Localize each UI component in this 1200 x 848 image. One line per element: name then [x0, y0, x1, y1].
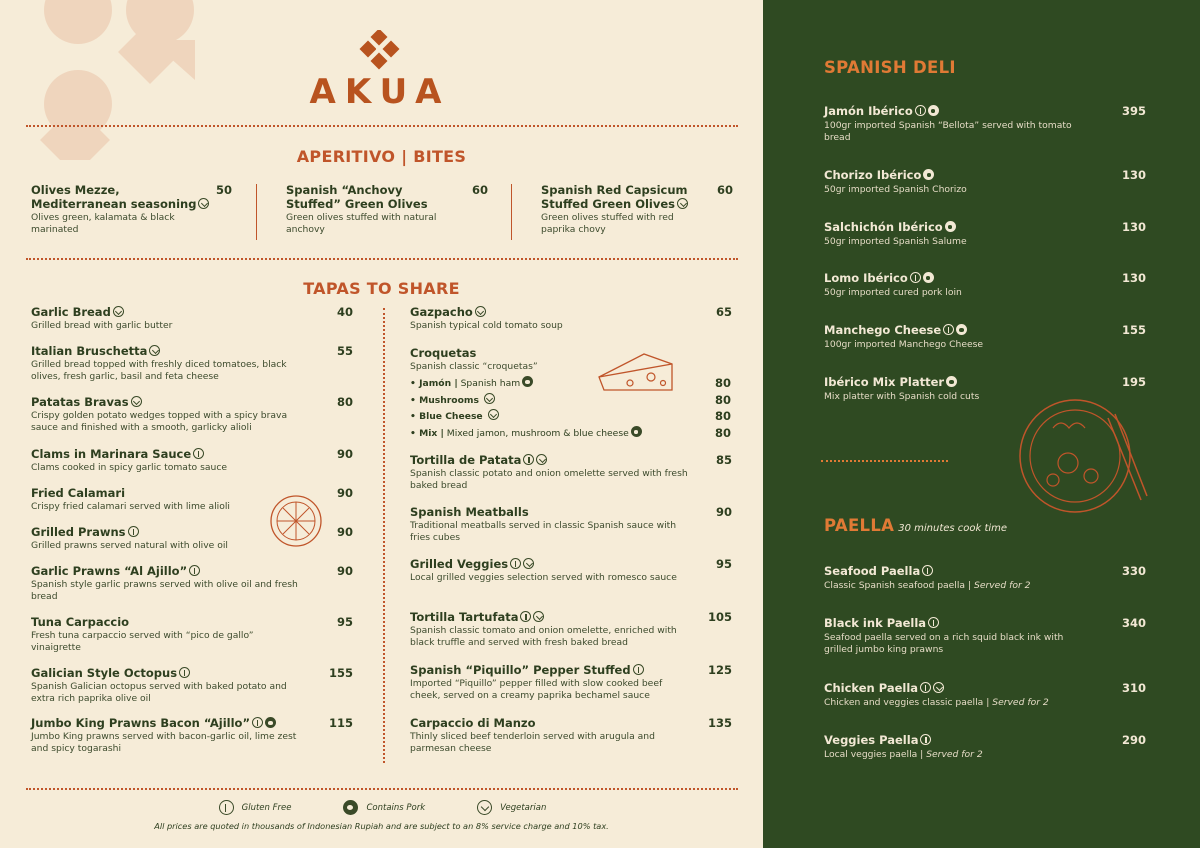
item-description [824, 632, 1094, 656]
item-description [824, 580, 1094, 592]
item-name: Spanish “Anchovy Stuffed” Green Olives [286, 183, 428, 211]
menu-item [824, 104, 1146, 144]
item-description-text: Spanish style garlic prawns served with olive oil and fresh bread [31, 579, 298, 602]
item-name: Patatas Bravas [31, 395, 129, 409]
item-description [31, 501, 301, 513]
menu-item [824, 271, 1146, 299]
gluten-free-icon [189, 565, 200, 576]
pork-icon [343, 800, 358, 815]
gluten-free-icon [920, 682, 931, 693]
item-price: 65 [715, 305, 732, 319]
section-title-tapas: TAPAS TO SHARE [303, 279, 460, 298]
menu-item [824, 168, 1146, 196]
item-name: Spanish Meatballs [410, 505, 529, 519]
item-name: Tuna Carpaccio [31, 615, 130, 629]
lemon-illustration-icon [266, 492, 326, 550]
serving-note: | Served for 2 [986, 697, 1049, 708]
pork-icon [265, 717, 276, 728]
gluten-free-icon [179, 667, 190, 678]
logo-mark-icon [358, 30, 402, 72]
cheese-illustration-icon [596, 350, 676, 395]
item-price: 130 [1121, 271, 1146, 285]
item-price: 90 [336, 564, 353, 578]
item-price: 130 [1121, 168, 1146, 182]
divider [821, 460, 948, 462]
item-description-text: Local veggies paella [824, 749, 918, 760]
gluten-free-icon [928, 617, 939, 628]
item-description [31, 579, 301, 603]
item-description-text: Crispy golden potato wedges topped with a spicy brava sauce and finished with a smooth, garlicky alioli [31, 410, 288, 433]
item-price: 40 [336, 305, 353, 319]
item-description-text: Thinly sliced beef tenderloin served with arugula and parmesan cheese [410, 731, 655, 754]
option-label: • Mix | [410, 428, 444, 439]
item-description-text: Mix platter with Spanish cold cuts [824, 391, 980, 402]
paella-title: PAELLA [824, 516, 895, 535]
item-price: 95 [336, 615, 353, 629]
item-name: Grilled Veggies [410, 557, 509, 571]
legend-label: Vegetarian [500, 802, 547, 813]
item-description-text: Chicken and veggies classic paella [824, 697, 984, 708]
menu-item [410, 305, 732, 332]
item-description [824, 339, 1074, 351]
item-name: Spanish “Piquillo” Pepper Stuffed [410, 663, 631, 677]
item-price: 60 [716, 183, 733, 197]
item-name: Gazpacho [410, 305, 473, 319]
gluten-free-icon [523, 454, 534, 465]
option-price: 80 [714, 393, 731, 407]
item-name: Grilled Prawns [31, 525, 126, 539]
decorative-shapes-icon [0, 0, 200, 160]
pork-icon [923, 169, 934, 180]
item-description [31, 410, 301, 434]
item-description [31, 359, 301, 383]
item-name: Black ink Paella [824, 616, 927, 630]
item-price: 195 [1121, 375, 1146, 389]
item-description [31, 681, 301, 705]
vegetarian-icon [149, 345, 160, 356]
menu-item [824, 323, 1146, 351]
item-name: Tortilla Tartufata [410, 610, 519, 624]
item-price: 50 [215, 183, 232, 197]
serving-note: | Served for 2 [967, 580, 1031, 591]
menu-item [541, 183, 733, 236]
item-description: Olives green, kalamata & black marinated [31, 212, 175, 235]
item-description-text: 50gr imported Spanish Chorizo [824, 184, 967, 195]
menu-item [824, 616, 1146, 656]
menu-item [410, 505, 732, 544]
vegetarian-icon [533, 611, 544, 622]
item-name: Manchego Cheese [824, 323, 942, 337]
menu-item [31, 447, 353, 474]
item-price: 135 [707, 716, 732, 730]
item-price: 125 [707, 663, 732, 677]
menu-item-croquetas [410, 346, 732, 373]
section-title-paella [824, 516, 1007, 535]
item-description-text: 50gr imported Spanish Salume [824, 236, 967, 247]
item-description [824, 184, 1074, 196]
item-description-text: Grilled bread topped with freshly diced tomatoes, black olives, fresh garlic, basil and feta cheese [31, 359, 287, 382]
vegetarian-icon [113, 306, 124, 317]
item-description [410, 468, 690, 492]
item-description [410, 731, 690, 755]
option-label: • Mushrooms [410, 395, 479, 406]
column-separator [256, 184, 257, 240]
gluten-free-icon [510, 558, 521, 569]
item-description-text: 50gr imported cured pork loin [824, 287, 962, 298]
item-description [824, 749, 1094, 761]
item-price: 340 [1121, 616, 1146, 630]
item-price: 55 [336, 344, 353, 358]
item-description-text: Fresh tuna carpaccio served with “pico de gallo” vinaigrette [31, 630, 254, 653]
item-price: 85 [715, 453, 732, 467]
gluten-free-icon [219, 800, 234, 815]
item-price: 395 [1121, 104, 1146, 118]
menu-item [286, 183, 488, 236]
gluten-free-icon [943, 324, 954, 335]
item-description-text: Imported “Piquillo” pepper filled with slow cooked beef cheek, served on a creamy paprika bechamel sauce [410, 678, 663, 701]
item-price: 155 [328, 666, 353, 680]
item-description: Green olives stuffed with red paprika chovy [541, 212, 674, 235]
legend-pork [341, 800, 425, 815]
legend-label: Gluten Free [241, 802, 292, 813]
legend-vegetarian [475, 800, 546, 815]
pork-icon [631, 426, 642, 437]
option-detail: Spanish ham [460, 378, 521, 389]
item-name: Garlic Bread [31, 305, 111, 319]
item-description [31, 462, 301, 474]
divider [26, 788, 738, 790]
item-name: Salchichón Ibérico [824, 220, 943, 234]
item-description-text: 100gr imported Manchego Cheese [824, 339, 984, 350]
item-description [824, 287, 1074, 299]
item-name: Clams in Marinara Sauce [31, 447, 192, 461]
menu-item [31, 716, 353, 755]
brand-logo-text: AKUA [309, 72, 451, 112]
item-description [410, 625, 690, 649]
item-description-text: Spanish typical cold tomato soup [410, 320, 563, 331]
item-name: Chorizo Ibérico [824, 168, 922, 182]
divider [26, 125, 738, 127]
vegetarian-icon [677, 198, 688, 209]
item-price: 155 [1121, 323, 1146, 337]
option-detail: Mixed jamon, mushroom & blue cheese [446, 428, 629, 439]
item-name: Jumbo King Prawns Bacon “Ajillo” [31, 716, 251, 730]
menu-item [410, 610, 732, 649]
option-price: 80 [714, 426, 731, 440]
column-separator [511, 184, 512, 240]
menu-item [410, 663, 732, 702]
column-separator [383, 308, 385, 763]
item-price: 90 [336, 525, 353, 539]
item-description-text: Grilled bread with garlic butter [31, 320, 173, 331]
item-price: 130 [1121, 220, 1146, 234]
item-description-text: Seafood paella served on a rich squid black ink with grilled jumbo king prawns [824, 632, 1064, 655]
item-price: 95 [715, 557, 732, 571]
item-description [410, 572, 690, 584]
item-description [410, 320, 690, 332]
vegetarian-icon [477, 800, 492, 815]
item-description-text: Grilled prawns served natural with olive oil [31, 540, 228, 551]
item-description [31, 320, 301, 332]
menu-item [31, 395, 353, 434]
paella-cook-time: 30 minutes cook time [898, 523, 1008, 534]
menu-item [410, 453, 732, 492]
item-price: 115 [328, 716, 353, 730]
item-price: 90 [336, 447, 353, 461]
pork-icon [522, 376, 533, 387]
croquetas-option [410, 393, 731, 407]
gluten-free-icon [922, 565, 933, 576]
vegetarian-icon [484, 393, 495, 404]
item-description [31, 731, 301, 755]
item-price: 60 [471, 183, 488, 197]
menu-item [31, 183, 232, 236]
gluten-free-icon [193, 448, 204, 459]
dietary-legend [0, 800, 763, 815]
gluten-free-icon [633, 664, 644, 675]
item-name: Fried Calamari [31, 486, 126, 500]
croquetas-option [410, 376, 731, 390]
item-price: 330 [1121, 564, 1146, 578]
item-description [410, 520, 690, 544]
menu-item [824, 681, 1146, 709]
item-description-text: Jumbo King prawns served with bacon-garlic oil, lime zest and spicy togarashi [31, 731, 297, 754]
legend-label: Contains Pork [366, 802, 426, 813]
croquetas-option [410, 409, 731, 423]
item-name: Veggies Paella [824, 733, 919, 747]
item-description: Spanish classic “croquetas” [410, 361, 538, 372]
pork-icon [945, 221, 956, 232]
item-name: Croquetas [410, 346, 477, 360]
menu-item [31, 344, 353, 383]
vegetarian-icon [523, 558, 534, 569]
vegetarian-icon [488, 409, 499, 420]
item-description-text: Classic Spanish seafood paella [824, 580, 966, 591]
item-description-text: Clams cooked in spicy garlic tomato sauce [31, 462, 228, 473]
item-description [410, 678, 690, 702]
item-name: Galician Style Octopus [31, 666, 178, 680]
option-price: 80 [714, 376, 731, 390]
item-description-text: Traditional meatballs served in classic Spanish sauce with fries cubes [410, 520, 677, 543]
menu-item [31, 305, 353, 332]
gluten-free-icon [128, 526, 139, 537]
gluten-free-icon [252, 717, 263, 728]
item-description [824, 120, 1074, 144]
item-description-text: 100gr imported Spanish “Bellota” served with tomato bread [824, 120, 1072, 143]
item-name: Spanish Red Capsicum Stuffed Green Olives [541, 183, 688, 211]
right-panel [763, 0, 1200, 848]
item-description-text: Spanish classic tomato and onion omelette, enriched with black truffle and served with fresh baked bread [410, 625, 677, 648]
item-description [824, 697, 1094, 709]
vegetarian-icon [536, 454, 547, 465]
item-price: 310 [1121, 681, 1146, 695]
menu-item [824, 733, 1146, 761]
divider [26, 258, 738, 260]
vegetarian-icon [131, 396, 142, 407]
item-description [31, 540, 301, 552]
section-title-aperitivo: APERITIVO | BITES [296, 147, 467, 166]
menu-item [824, 220, 1146, 248]
item-price: 90 [336, 486, 353, 500]
item-name: Tortilla de Patata [410, 453, 522, 467]
item-price: 90 [715, 505, 732, 519]
gluten-free-icon [910, 272, 921, 283]
item-description: Green olives stuffed with natural anchovy [286, 212, 437, 235]
item-description-text: Local grilled veggies selection served with romesco sauce [410, 572, 677, 583]
menu-item [410, 716, 732, 755]
legend-gluten-free [217, 800, 292, 815]
item-description-text: Crispy fried calamari served with lime alioli [31, 501, 230, 512]
vegetarian-icon [198, 198, 209, 209]
item-description-text: Spanish classic potato and onion omelette served with fresh baked bread [410, 468, 688, 491]
option-label: • Jamón | [410, 378, 458, 389]
pork-icon [928, 105, 939, 116]
item-price: 290 [1121, 733, 1146, 747]
item-description-text: Spanish Galician octopus served with baked potato and extra rich paprika olive oil [31, 681, 287, 704]
menu-item [31, 564, 353, 603]
gluten-free-icon [915, 105, 926, 116]
serving-note: | Served for 2 [920, 749, 983, 760]
vegetarian-icon [933, 682, 944, 693]
menu-item [31, 615, 353, 654]
option-label: • Blue Cheese [410, 411, 483, 422]
item-name: Garlic Prawns “Al Ajillo” [31, 564, 188, 578]
item-name: Italian Bruschetta [31, 344, 148, 358]
price-footnote: All prices are quoted in thousands of Indonesian Rupiah and are subject to an 8% service charge and 10% tax. [154, 821, 609, 831]
item-price: 80 [336, 395, 353, 409]
vegetarian-icon [475, 306, 486, 317]
menu-item [824, 564, 1146, 592]
section-title-deli: SPANISH DELI [824, 58, 956, 77]
menu-item [410, 557, 732, 584]
item-price: 105 [707, 610, 732, 624]
pork-icon [946, 376, 957, 387]
platter-illustration-icon [1013, 388, 1153, 518]
item-name: Ibérico Mix Platter [824, 375, 945, 389]
item-name: Seafood Paella [824, 564, 921, 578]
pork-icon [923, 272, 934, 283]
option-price: 80 [714, 409, 731, 423]
croquetas-option [410, 426, 731, 440]
item-description [31, 630, 301, 654]
pork-icon [956, 324, 967, 335]
gluten-free-icon [520, 611, 531, 622]
item-name: Lomo Ibérico [824, 271, 908, 285]
menu-item [31, 666, 353, 705]
item-name: Chicken Paella [824, 681, 919, 695]
item-name: Olives Mezze, Mediterranean seasoning [31, 183, 197, 211]
item-name: Carpaccio di Manzo [410, 716, 536, 730]
item-name: Jamón Ibérico [824, 104, 913, 118]
item-description [824, 236, 1074, 248]
gluten-free-icon [920, 734, 931, 745]
